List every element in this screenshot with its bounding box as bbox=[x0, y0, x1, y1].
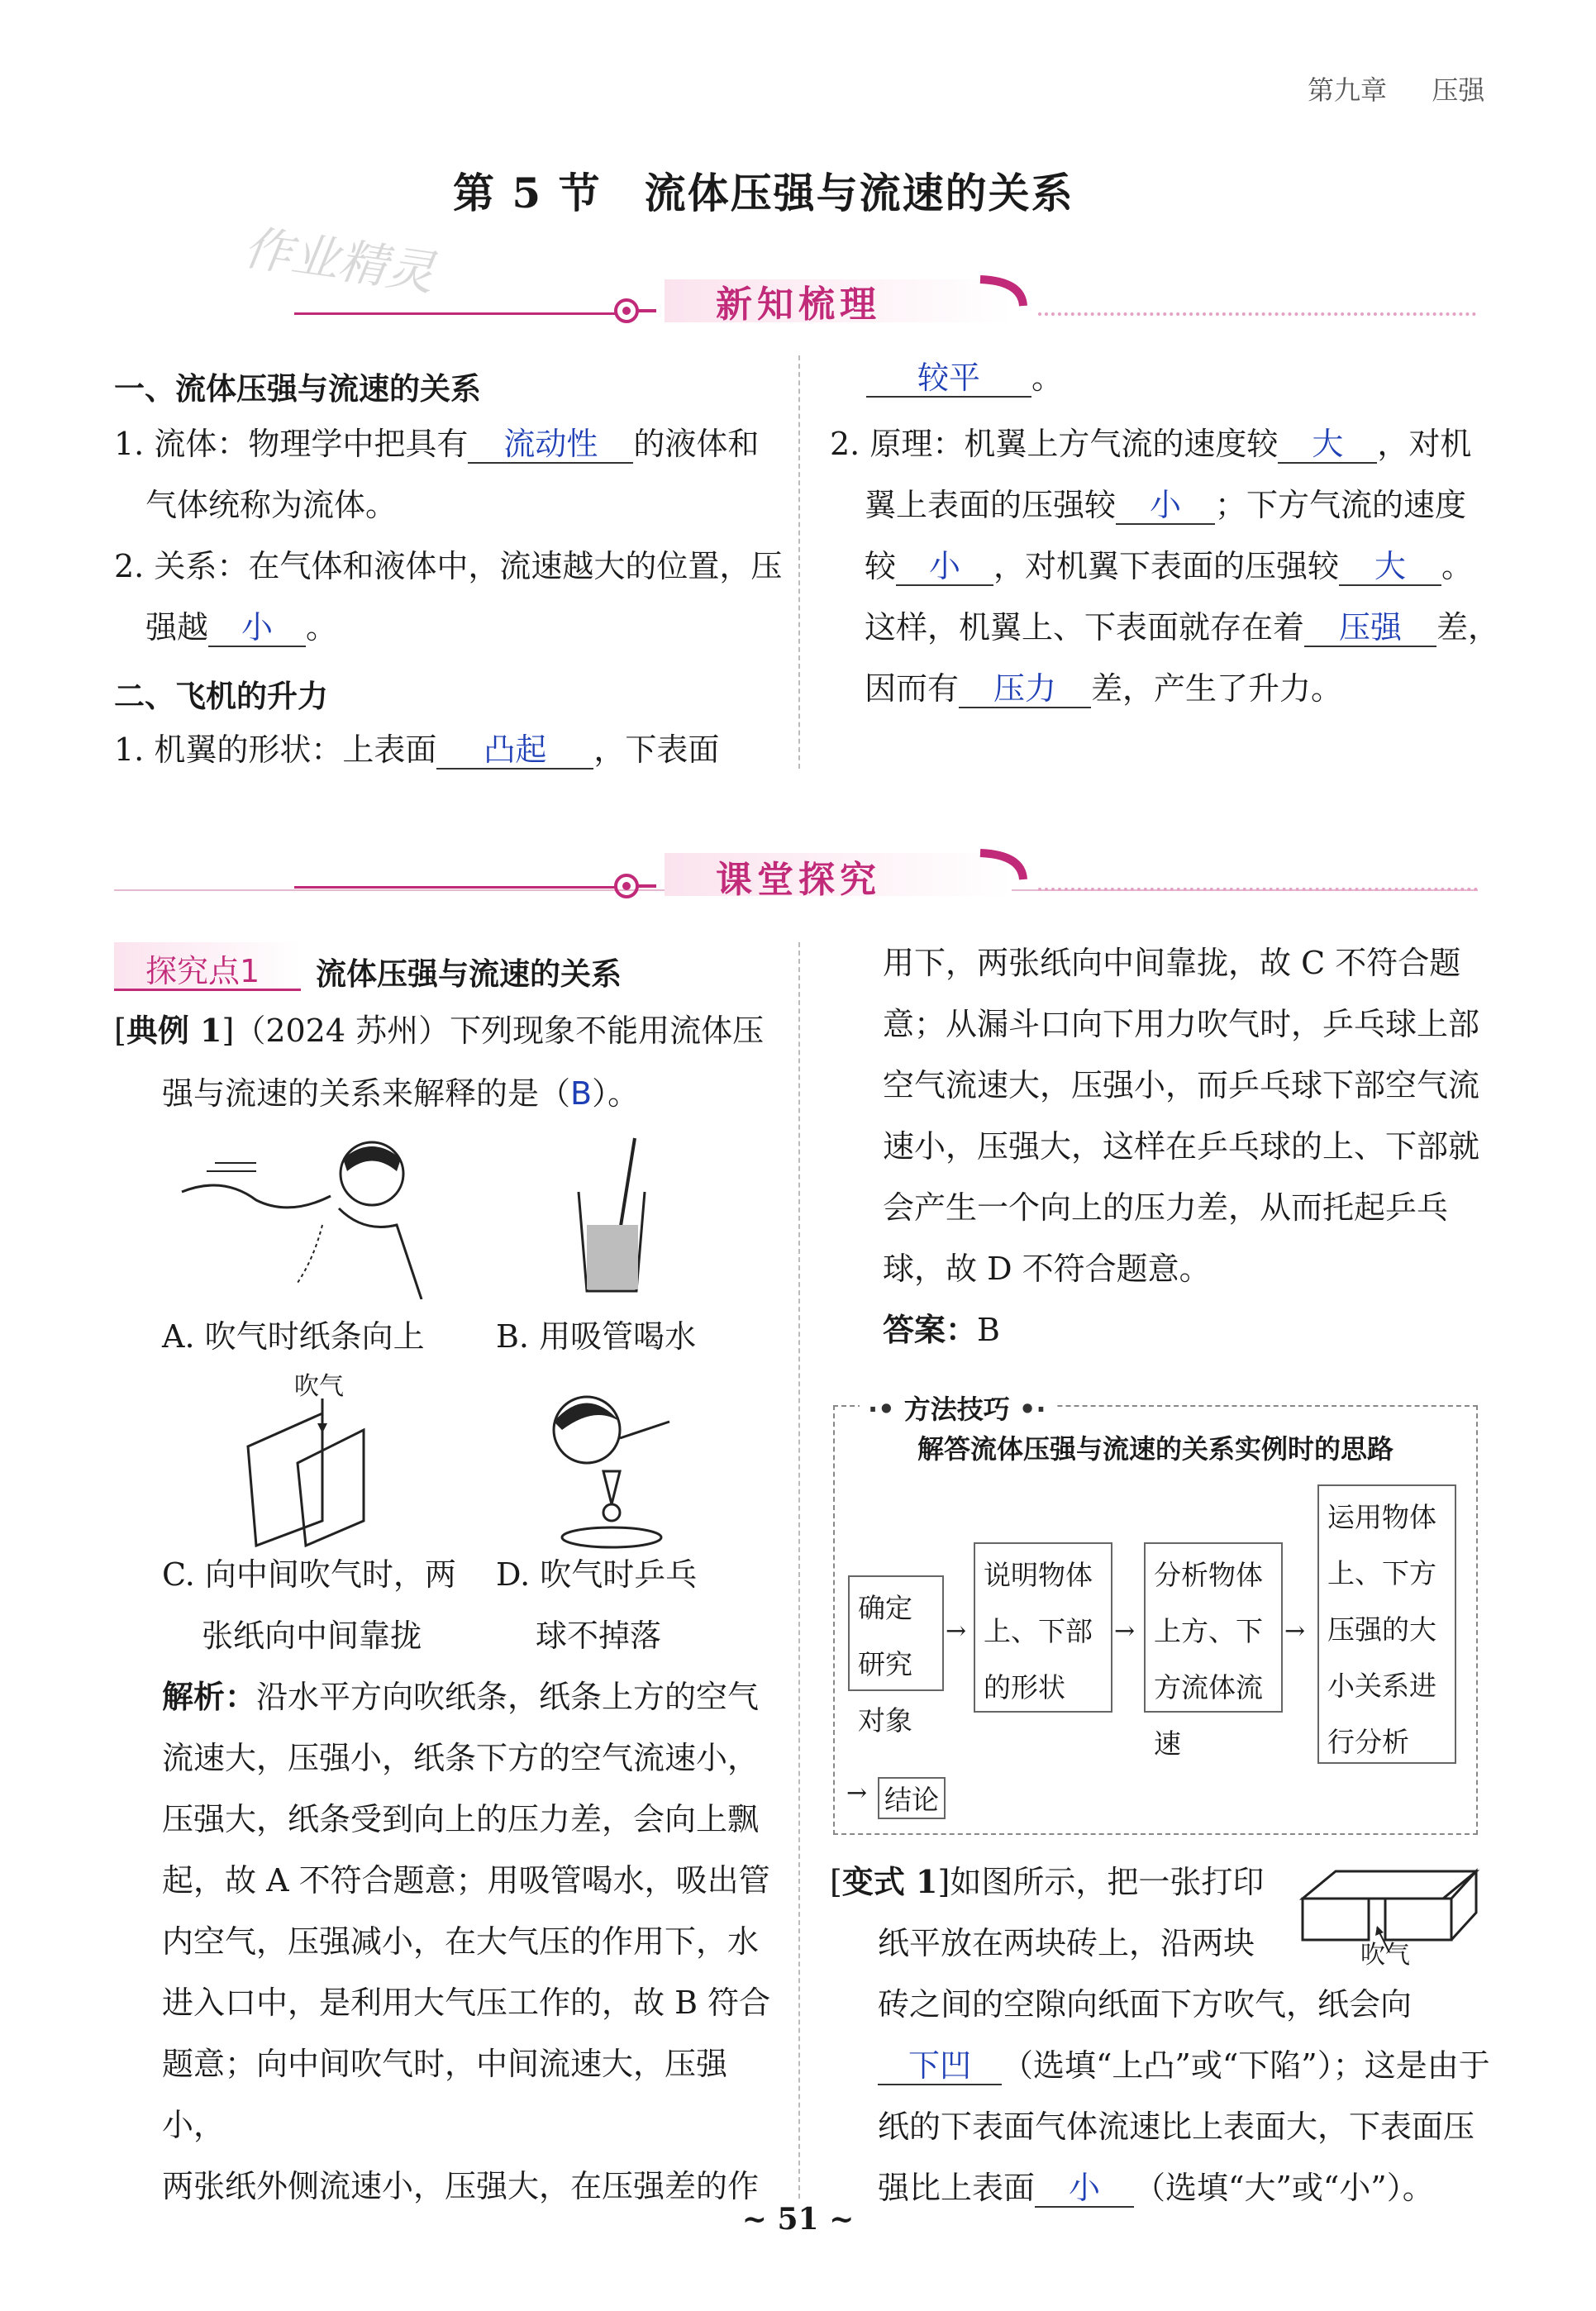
section-title-class-explore: 课堂探究 bbox=[716, 859, 881, 901]
knowledge-item-2: 2. 关系：在气体和液体中，流速越大的位置，压 bbox=[114, 548, 783, 584]
figure-d-label-1: D. 吹气时乒乓 bbox=[496, 1556, 698, 1593]
variant-answer-1: 下凹 bbox=[908, 2047, 971, 2084]
example-question-line2: 强与流速的关系来解释的是（B）。 bbox=[162, 1075, 640, 1112]
variant-answer-2: 小 bbox=[1069, 2170, 1101, 2206]
knowledge-item-1-line2: 气体统称为流体。 bbox=[145, 487, 398, 523]
analysis-label: 解析： bbox=[162, 1678, 257, 1715]
variant-line4: 下凹 （选填“上凸”或“下陷”）；这是由于 bbox=[878, 2035, 1490, 2096]
variant-figure-blow-label: 吹气 bbox=[1360, 1941, 1410, 1970]
answer-flat: 较平 bbox=[917, 360, 980, 396]
chapter-label: 第九章 bbox=[1308, 74, 1388, 106]
magnifier-icon bbox=[608, 294, 658, 327]
knowledge-heading-2: 二、飞机的升力 bbox=[114, 679, 328, 714]
figure-b-label: B. 用吸管喝水 bbox=[496, 1318, 697, 1355]
flow-box-4: 运用物体上、下方压强的大小关系进行分析 bbox=[1317, 1484, 1456, 1764]
figure-c-two-papers bbox=[240, 1397, 397, 1554]
banner-new-knowledge bbox=[294, 273, 1476, 326]
topic-label: 压强 bbox=[1432, 74, 1485, 106]
column-divider-1 bbox=[798, 355, 800, 769]
knowledge-wing-2-line1: 2. 原理：机翼上方气流的速度较 大 ，对机 bbox=[830, 426, 1472, 462]
knowledge-item-1: 1. 流体：物理学中把具有 流动性 的液体和 bbox=[114, 426, 760, 462]
chapter-header bbox=[1308, 69, 1484, 107]
answer-small-1: 小 bbox=[241, 609, 274, 646]
figure-b-straw-glass bbox=[562, 1134, 661, 1299]
arrow-icon: → bbox=[1114, 1617, 1136, 1646]
variant-line2: 纸平放在两块砖上，沿两块 bbox=[878, 1925, 1255, 1961]
variant-line3: 砖之间的空隙向纸面下方吹气，纸会向 bbox=[878, 1986, 1413, 2023]
example-question-line1: [典例 1]（2024 苏州）下列现象不能用流体压 bbox=[114, 1012, 765, 1049]
explore-point-tag: 探究点1 bbox=[114, 942, 301, 991]
analysis-block: 解析：沿水平方向吹纸条，纸条上方的空气 流速大，压强小，纸条下方的空气流速小， 压强大，纸条受到向上的压力差，会向上飘 起，故 A 不符合题意；用吸管喝水，吸出管 内空气，压强减小，在大气压的作用下，水 进入口中，是利用大气压工作的，故 B 符合 题意；向中间吹气时，中间流速大，压强小， 两张纸外侧流速小，压强大，在压强差的作 bbox=[162, 1678, 771, 2204]
answer-value: B bbox=[977, 1312, 1000, 1348]
page-title: 第 5 节 流体压强与流速的关系 bbox=[453, 169, 1074, 217]
method-box bbox=[833, 1394, 1478, 1835]
arrow-icon: → bbox=[946, 1617, 967, 1646]
method-title: 解答流体压强与流速的关系实例时的思路 bbox=[917, 1433, 1394, 1465]
flow-box-1: 确定研究对象 bbox=[848, 1575, 944, 1691]
banner-class-explore bbox=[114, 841, 1478, 899]
knowledge-wing-2-line5: 因而有 压力 差，产生了升力。 bbox=[865, 670, 1343, 707]
page-number: ~ 51 ~ bbox=[741, 2202, 855, 2237]
answer-small-3: 小 bbox=[929, 548, 961, 584]
knowledge-wing-2-line2: 翼上表面的压强较 小 ；下方气流的速度 bbox=[865, 487, 1467, 523]
answer-large-1: 大 bbox=[1312, 426, 1344, 462]
variant-line6: 强比上表面 小 （选填“大”或“小”）。 bbox=[878, 2170, 1434, 2206]
column-divider-2 bbox=[798, 942, 800, 2199]
example-answer: B bbox=[570, 1075, 593, 1112]
arrow-icon: → bbox=[1284, 1617, 1306, 1646]
figure-c-label-2: 张纸向中间靠拢 bbox=[202, 1618, 422, 1654]
arrow-icon: → bbox=[846, 1779, 868, 1808]
flow-conclusion: 结论 bbox=[878, 1777, 946, 1819]
answer-label: 答案： bbox=[883, 1311, 978, 1348]
knowledge-wing-2-line4: 这样，机翼上、下表面就存在着 压强 差， bbox=[865, 609, 1500, 646]
section-title-new-knowledge: 新知梳理 bbox=[716, 284, 881, 326]
knowledge-wing-1: 1. 机翼的形状：上表面 凸起 ，下表面 bbox=[114, 731, 720, 768]
flow-box-2: 说明物体上、下部的形状 bbox=[974, 1542, 1112, 1713]
explore-point-title: 流体压强与流速的关系 bbox=[316, 956, 622, 992]
answer-large-2: 大 bbox=[1374, 548, 1407, 584]
knowledge-heading-1: 一、流体压强与流速的关系 bbox=[114, 371, 481, 407]
variant-line5: 纸的下表面气体流速比上表面大，下表面压 bbox=[878, 2108, 1475, 2145]
answer-fluidity: 流动性 bbox=[503, 426, 598, 462]
knowledge-wing-1-cont: 较平 。 bbox=[866, 347, 1063, 408]
knowledge-wing-2-line3: 较 小 ，对机翼下表面的压强较 大 。 bbox=[865, 548, 1474, 584]
magnifier-icon bbox=[608, 870, 658, 903]
figure-c-blow-label: 吹气 bbox=[294, 1372, 344, 1401]
flow-box-3: 分析物体上方、下方流体流速 bbox=[1144, 1542, 1283, 1713]
banner-swirl bbox=[972, 846, 1038, 896]
answer-convex: 凸起 bbox=[484, 731, 547, 768]
answer-pressure: 压强 bbox=[1339, 609, 1403, 646]
banner-swirl bbox=[972, 273, 1038, 322]
answer-small-2: 小 bbox=[1150, 487, 1182, 523]
figure-d-label-2: 球不掉落 bbox=[536, 1618, 662, 1654]
example-tag: 典例 1 bbox=[126, 1012, 222, 1049]
analysis-continuation: 用下，两张纸向中间靠拢，故 C 不符合题 意；从漏斗口向下用力吹气时，乒乓球上部 空气流速大，压强小，而乒乓球下部空气流 速小，压强大，这样在乒乓球的上、下部就 会产生一个向上的压力差，从而托起乒乓 球，故 D 不符合题意。 答案：B bbox=[883, 945, 1480, 1348]
figure-a-blowing-paper bbox=[174, 1134, 438, 1299]
knowledge-item-2-line2: 强越 小 。 bbox=[145, 609, 338, 646]
figure-c-label-1: C. 向中间吹气时，两 bbox=[162, 1556, 456, 1593]
answer-force: 压力 bbox=[993, 670, 1057, 707]
figure-a-label: A. 吹气时纸条向上 bbox=[162, 1318, 425, 1355]
variant-tag: 变式 1 bbox=[841, 1863, 938, 1900]
method-tag: ·• 方法技巧 •· bbox=[860, 1389, 1055, 1427]
variant-line1: [变式 1]如图所示，把一张打印 bbox=[830, 1863, 1265, 1900]
figure-d-funnel-ball bbox=[529, 1389, 711, 1554]
watermark: 作业精灵 bbox=[240, 219, 438, 302]
